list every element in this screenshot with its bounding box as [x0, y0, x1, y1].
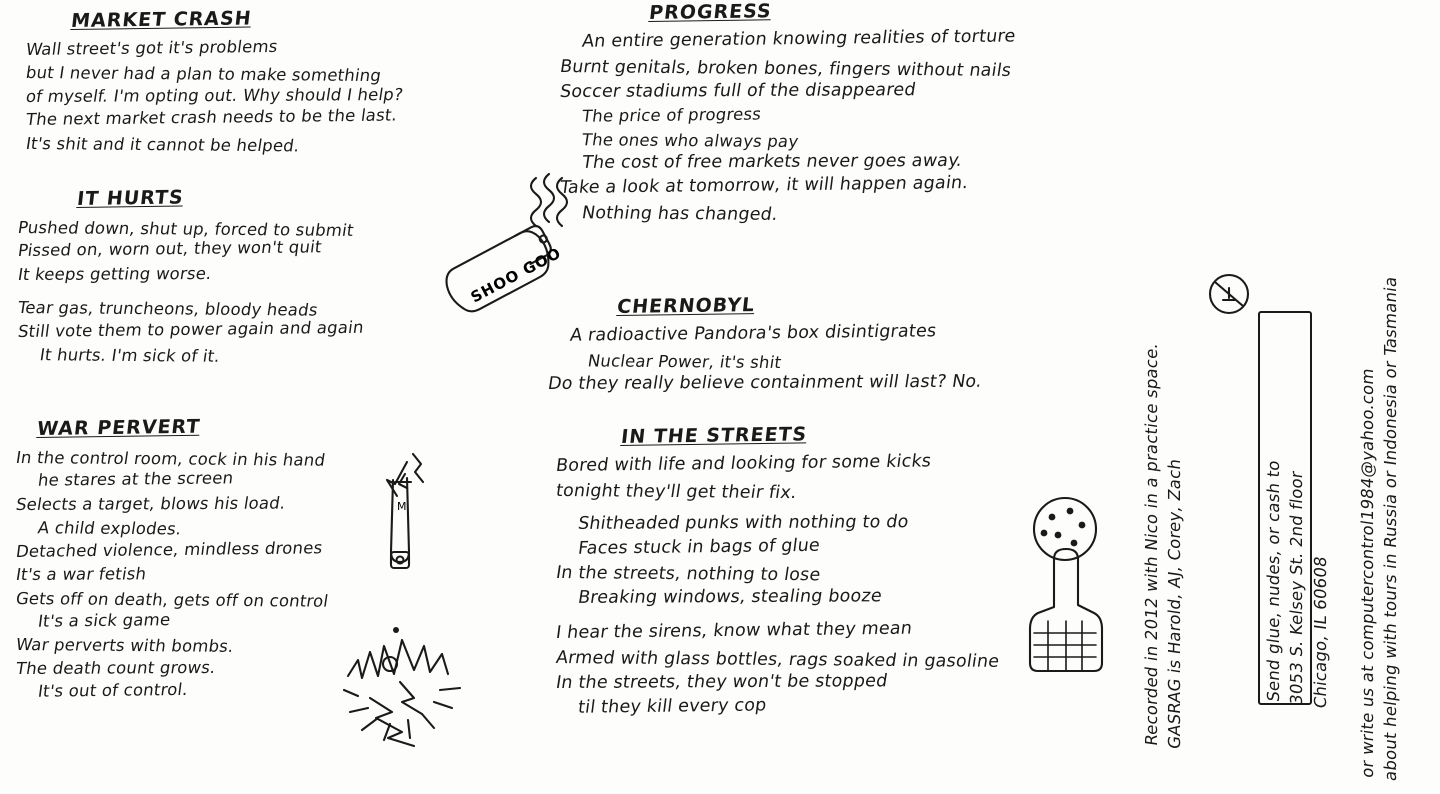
note-contact-email: [1356, 272, 1403, 783]
lyric-line: It's a sick game: [36, 610, 172, 631]
lyric-line: It's shit and it cannot be helped.: [24, 133, 301, 156]
note-send-line-1: Send glue, nudes, or cash to: [1264, 458, 1283, 703]
lyric-line: tonight they'll get their fix.: [554, 480, 799, 503]
note-mailing-address: [1262, 459, 1332, 710]
lyric-line: It hurts. I'm sick of it.: [38, 345, 222, 366]
lyric-line: Nothing has changed.: [580, 203, 780, 225]
song-in-the-streets: [554, 423, 1001, 720]
note-recorded-line: Recorded in 2012 with Nico in a practice space.: [1142, 341, 1161, 747]
lyric-line: Gets off on death, gets off on control: [14, 588, 330, 611]
song-title: MARKET CRASH: [70, 7, 253, 33]
song-title: IN THE STREETS: [620, 423, 809, 448]
lyric-line: Tear gas, truncheons, bloody heads: [16, 298, 320, 320]
middle-finger-icon: [1010, 495, 1120, 675]
lyric-line: It keeps getting worse.: [16, 263, 214, 284]
handgun-icon: [355, 448, 445, 598]
song-market-crash: [24, 7, 405, 156]
song-war-pervert: [14, 415, 330, 704]
lyric-line: he stares at the screen: [36, 468, 235, 491]
lyric-line: Armed with glass bottles, rags soaked in gasoline: [554, 647, 1001, 672]
lyric-line: Nuclear Power, it's shit: [586, 351, 783, 372]
lyric-line: Bored with life and looking for some kicks: [554, 451, 933, 476]
lyric-line: Shitheaded punks with nothing to do: [576, 511, 911, 534]
gun-scribble-label: M: [397, 500, 407, 513]
lyric-line: In the control room, cock in his hand: [14, 448, 327, 470]
lyric-line: Soccer stadiums full of the disappeared: [558, 79, 918, 102]
lyric-line: Still vote them to power again and again: [16, 317, 365, 341]
lyric-line: I hear the sirens, know what they mean: [554, 618, 914, 644]
lyric-line: but I never had a plan to make something: [24, 63, 383, 86]
lyric-line: The cost of free markets never goes away.: [580, 151, 964, 174]
song-lyrics: [546, 321, 984, 397]
song-it-hurts: [18, 188, 363, 367]
song-title: CHERNOBYL: [616, 294, 757, 318]
lyric-line: A radioactive Pandora's box disintigrates: [568, 321, 938, 346]
lyric-line: An entire generation knowing realities of torture: [580, 26, 1017, 52]
note-write-line-1: or write us at computercontrol1984@yahoo.com: [1358, 366, 1377, 779]
lyric-line: Detached violence, mindless drones: [14, 537, 324, 561]
song-lyrics: [18, 216, 363, 367]
lyric-line: Selects a target, blows his load.: [14, 493, 287, 514]
lyric-line: Take a look at tomorrow, it will happen again.: [558, 173, 970, 199]
glue-bottle-icon: [410, 168, 580, 328]
explosion-icon: [340, 620, 470, 760]
song-lyrics: [558, 26, 1017, 226]
lyric-line: til they kill every cop: [576, 695, 768, 718]
lyric-line: Do they really believe containment will last? No.: [546, 371, 984, 395]
lyric-line: The ones who always pay: [580, 130, 800, 152]
lyric-line: In the streets, they won't be stopped: [554, 671, 889, 693]
glue-bottle-label: SHOO GOO: [467, 243, 565, 307]
note-send-line-3: Chicago, IL 60608: [1310, 554, 1330, 710]
no-nukes-icon: [1205, 270, 1253, 318]
song-lyrics: [554, 451, 1001, 720]
song-title: PROGRESS: [648, 0, 773, 25]
note-write-line-2: about helping with tours in Russia or Indonesia or Tasmania: [1381, 275, 1401, 783]
lyric-line: Pissed on, worn out, they won't quit: [16, 237, 323, 261]
song-chernobyl: [546, 294, 984, 397]
lyric-line: Burnt genitals, broken bones, fingers without nails: [558, 56, 1013, 81]
lyric-line: Faces stuck in bags of glue: [576, 535, 822, 559]
lyric-line: The death count grows.: [14, 657, 218, 678]
lyric-line: The next market crash needs to be the last.: [24, 105, 399, 130]
lyric-line: War perverts with bombs.: [14, 635, 236, 657]
lyric-line: It's a war fetish: [14, 564, 148, 585]
note-recording-credits: [1140, 341, 1187, 750]
lyric-line: A child explodes.: [36, 518, 183, 539]
song-title: IT HURTS: [76, 186, 185, 210]
lyric-line: Pushed down, shut up, forced to submit: [16, 218, 356, 240]
song-lyrics: [16, 446, 329, 704]
song-lyrics: [26, 38, 403, 155]
lyric-line: of myself. I'm opting out. Why should I help?: [24, 84, 405, 106]
song-title: WAR PERVERT: [36, 415, 202, 440]
lyric-line: The price of progress: [580, 104, 763, 126]
song-progress: [560, 2, 1015, 226]
note-lineup-line: GASRAG is Harold, AJ, Corey, Zach: [1165, 457, 1185, 751]
lyric-line: In the streets, nothing to lose: [554, 563, 822, 586]
lyric-line: Breaking windows, stealing booze: [576, 586, 884, 609]
note-send-line-2: 3053 S. Kelsey St. 2nd floor: [1287, 469, 1307, 707]
lyric-line: It's out of control.: [36, 680, 190, 701]
lyric-line: Wall street's got it's problems: [24, 36, 279, 59]
